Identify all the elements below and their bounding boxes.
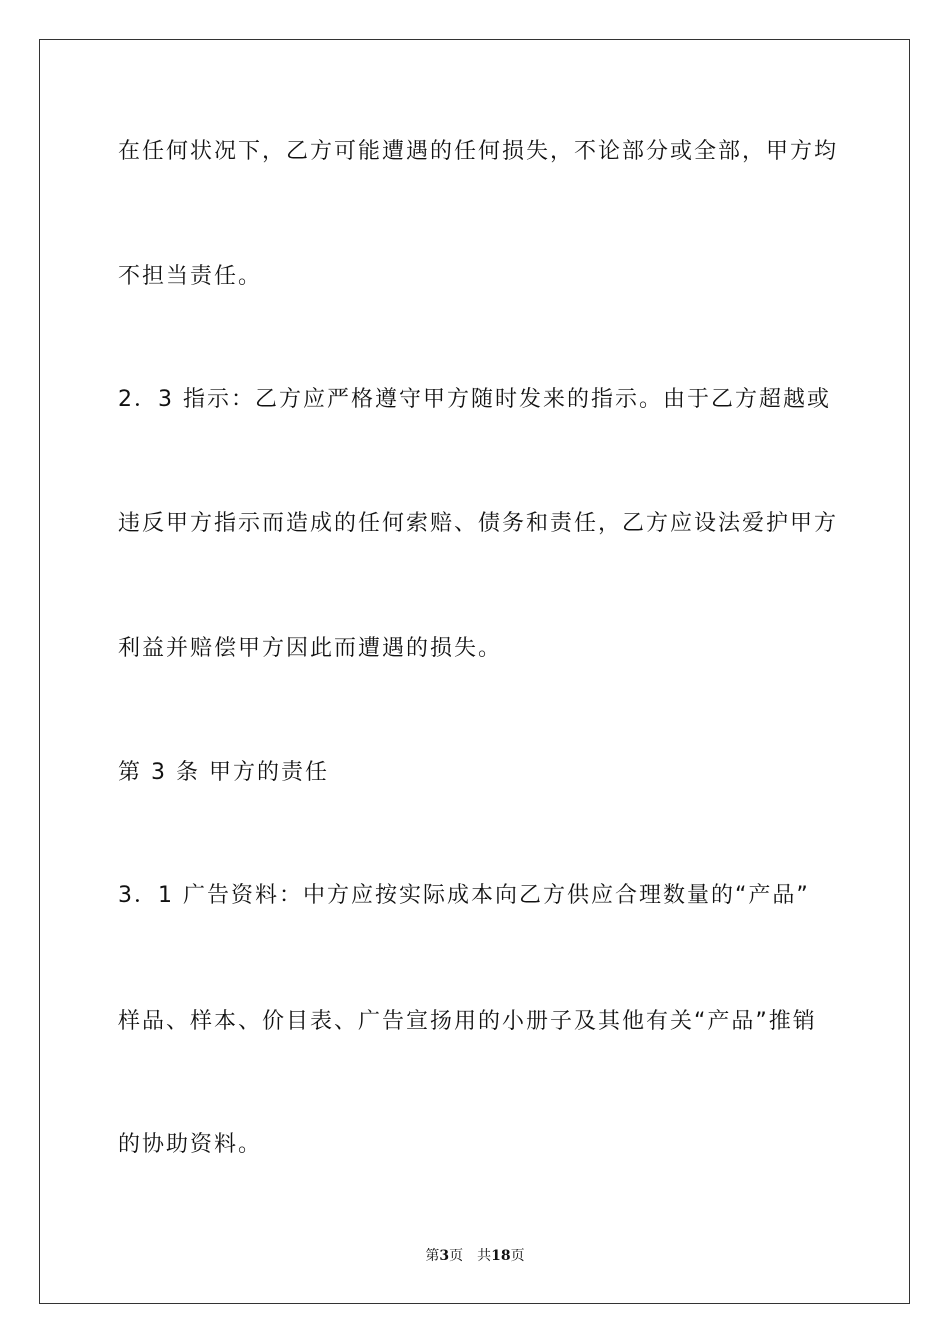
body-line-3: 2．3 指示：乙方应严格遵守甲方随时发来的指示。由于乙方超越或 xyxy=(118,387,831,412)
body-line-9: 的协助资料。 xyxy=(118,1132,263,1157)
footer-total-pages: 18 xyxy=(491,1248,511,1264)
body-line-8: 样品、样本、价目表、广告宣扬用的小册子及其他有关“产品”推销 xyxy=(118,1009,817,1034)
footer-page-prefix: 第 xyxy=(425,1248,440,1264)
page-footer xyxy=(0,1247,950,1265)
section-heading: 第 3 条 甲方的责任 xyxy=(118,760,329,785)
footer-page-unit: 页 xyxy=(449,1248,464,1264)
body-line-5: 利益并赔偿甲方因此而遭遇的损失。 xyxy=(118,636,503,661)
body-line-2: 不担当责任。 xyxy=(118,264,263,289)
footer-page-number: 3 xyxy=(439,1248,450,1264)
body-line-4: 违反甲方指示而造成的任何索赔、债务和责任，乙方应设法爱护甲方 xyxy=(118,511,838,536)
page-border xyxy=(39,39,910,1304)
body-line-7: 3．1 广告资料：中方应按实际成本向乙方供应合理数量的“产品” xyxy=(118,883,810,908)
footer-total-prefix: 共 xyxy=(477,1248,492,1264)
body-line-1: 在任何状况下，乙方可能遭遇的任何损失，不论部分或全部，甲方均 xyxy=(118,139,838,164)
footer-total-unit: 页 xyxy=(510,1248,525,1264)
